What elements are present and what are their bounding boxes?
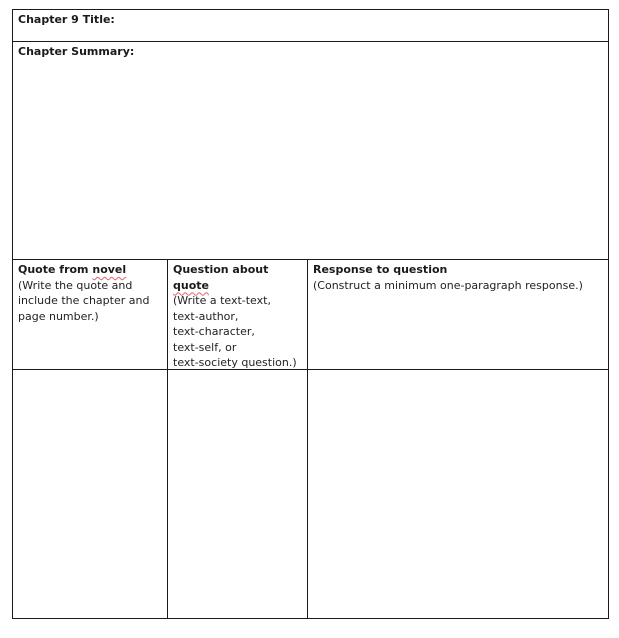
quote-header-cell	[12, 259, 168, 370]
response-header-cell	[307, 259, 609, 370]
quote-header-note-line: page number.)	[18, 309, 99, 323]
question-header-cell	[167, 259, 308, 370]
chapter-title-label: Chapter 9 Title:	[18, 13, 115, 26]
response-answer-cell[interactable]	[307, 369, 609, 619]
chapter-summary-label: Chapter Summary:	[18, 45, 135, 58]
response-header-title: Response to question	[313, 263, 448, 276]
quote-header-title: Quote from novel	[18, 263, 127, 276]
quote-answer-cell[interactable]	[12, 369, 168, 619]
quote-header-note-line: (Write the quote and	[18, 278, 133, 292]
spellcheck-flagged-word[interactable]: novel	[92, 263, 127, 276]
response-header-note-line: (Construct a minimum one-paragraph response.)	[313, 278, 583, 292]
chapter-summary-cell[interactable]	[12, 41, 609, 260]
spellcheck-flagged-word[interactable]: quote	[173, 278, 209, 292]
question-header-title: Question about	[173, 263, 269, 276]
chapter-title-cell[interactable]	[12, 9, 609, 42]
worksheet	[12, 9, 609, 619]
question-header-title-continued	[173, 278, 302, 294]
question-header-note-line: text-author,	[173, 309, 239, 323]
question-answer-cell[interactable]	[167, 369, 308, 619]
question-header-note-line: text-society question.)	[173, 356, 297, 369]
question-header-note-line: text-character,	[173, 325, 255, 338]
question-header-note-line: text-self, or	[173, 340, 237, 354]
question-header-note-line: (Write a text-text,	[173, 294, 271, 307]
quote-header-note-line: include the chapter and	[18, 294, 150, 307]
